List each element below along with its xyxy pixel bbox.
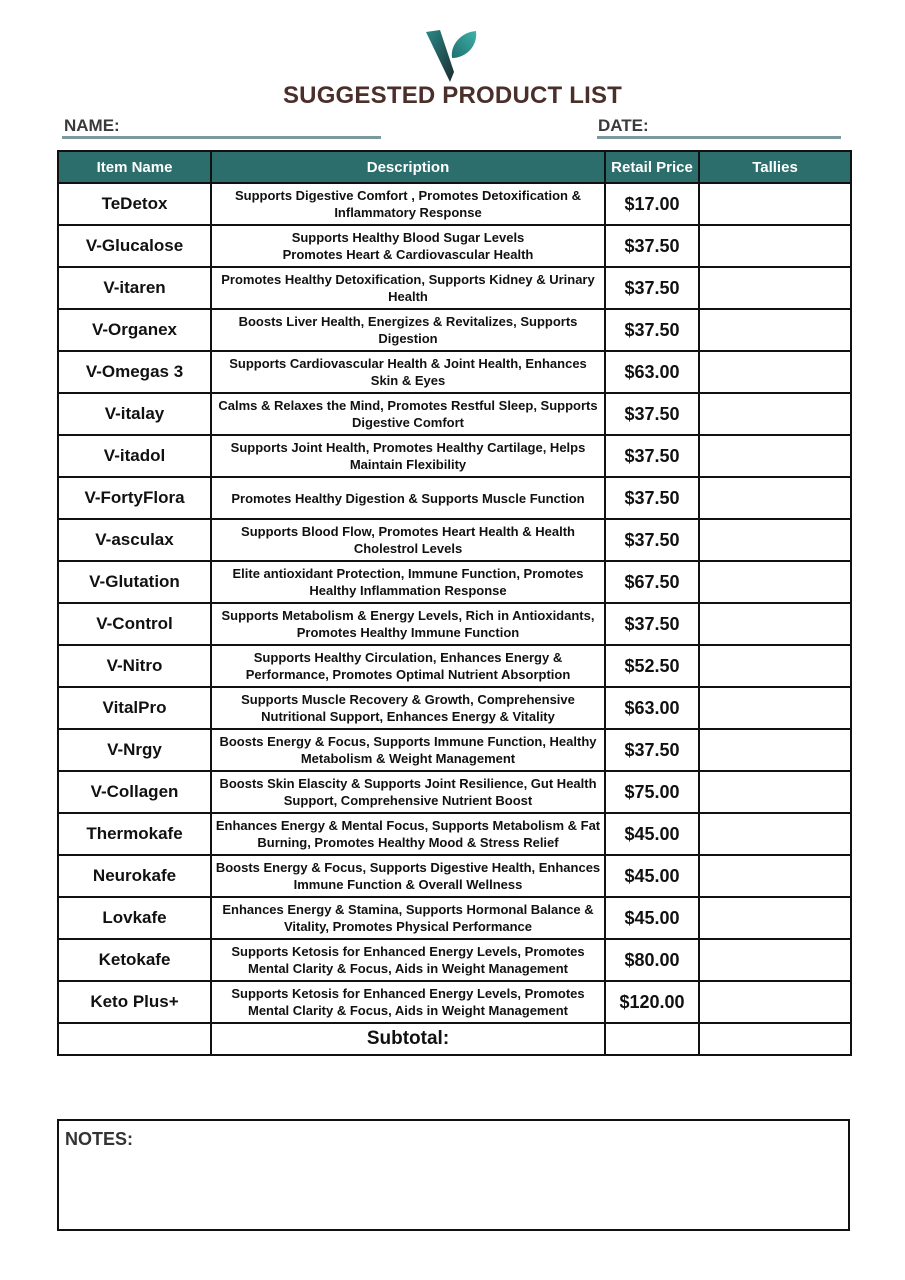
item-name-cell: V-Nitro bbox=[58, 645, 211, 687]
tally-cell[interactable] bbox=[699, 645, 851, 687]
item-name-cell: V-Collagen bbox=[58, 771, 211, 813]
retail-price-cell: $45.00 bbox=[605, 855, 699, 897]
column-header-description: Description bbox=[211, 151, 605, 183]
retail-price-cell: $80.00 bbox=[605, 939, 699, 981]
retail-price-cell: $63.00 bbox=[605, 351, 699, 393]
retail-price-cell: $37.50 bbox=[605, 225, 699, 267]
item-name-cell: Thermokafe bbox=[58, 813, 211, 855]
table-row bbox=[58, 687, 851, 729]
item-name-cell: V-itadol bbox=[58, 435, 211, 477]
table-row bbox=[58, 897, 851, 939]
product-table bbox=[57, 150, 852, 1056]
table-row bbox=[58, 561, 851, 603]
tally-cell[interactable] bbox=[699, 435, 851, 477]
column-header-retail-price: Retail Price bbox=[605, 151, 699, 183]
retail-price-cell: $37.50 bbox=[605, 393, 699, 435]
retail-price-cell: $17.00 bbox=[605, 183, 699, 225]
item-name-cell: TeDetox bbox=[58, 183, 211, 225]
column-header-item-name: Item Name bbox=[58, 151, 211, 183]
date-label: DATE: bbox=[598, 116, 649, 135]
table-row bbox=[58, 645, 851, 687]
table-row bbox=[58, 477, 851, 519]
tally-cell[interactable] bbox=[699, 939, 851, 981]
item-name-cell: V-italay bbox=[58, 393, 211, 435]
table-row bbox=[58, 729, 851, 771]
tally-cell[interactable] bbox=[699, 519, 851, 561]
name-field-line[interactable] bbox=[62, 136, 381, 139]
item-name-cell: Keto Plus+ bbox=[58, 981, 211, 1023]
item-name-cell: V-FortyFlora bbox=[58, 477, 211, 519]
retail-price-cell: $37.50 bbox=[605, 603, 699, 645]
tally-cell[interactable] bbox=[699, 477, 851, 519]
description-cell: Supports Metabolism & Energy Levels, Rich in Antioxidants, Promotes Healthy Immune Function bbox=[211, 603, 605, 645]
description-cell: Supports Cardiovascular Health & Joint Health, Enhances Skin & Eyes bbox=[211, 351, 605, 393]
name-label: NAME: bbox=[64, 116, 120, 135]
table-row bbox=[58, 351, 851, 393]
description-cell: Boosts Energy & Focus, Supports Digestive Health, Enhances Immune Function & Overall Wellness bbox=[211, 855, 605, 897]
notes-label: NOTES: bbox=[65, 1129, 134, 1149]
item-name-cell: Lovkafe bbox=[58, 897, 211, 939]
retail-price-cell: $37.50 bbox=[605, 435, 699, 477]
description-cell: Supports Digestive Comfort , Promotes Detoxification & Inflammatory Response bbox=[211, 183, 605, 225]
tally-cell[interactable] bbox=[699, 225, 851, 267]
description-cell: Supports Blood Flow, Promotes Heart Health & Health Cholestrol Levels bbox=[211, 519, 605, 561]
retail-price-cell: $45.00 bbox=[605, 813, 699, 855]
table-row bbox=[58, 309, 851, 351]
tally-cell[interactable] bbox=[699, 897, 851, 939]
table-row bbox=[58, 855, 851, 897]
table-row bbox=[58, 771, 851, 813]
subtotal-price-cell[interactable] bbox=[605, 1023, 699, 1055]
item-name-cell: V-asculax bbox=[58, 519, 211, 561]
tally-cell[interactable] bbox=[699, 687, 851, 729]
retail-price-cell: $37.50 bbox=[605, 477, 699, 519]
retail-price-cell: $67.50 bbox=[605, 561, 699, 603]
retail-price-cell: $45.00 bbox=[605, 897, 699, 939]
item-name-cell: VitalPro bbox=[58, 687, 211, 729]
tally-cell[interactable] bbox=[699, 309, 851, 351]
table-row bbox=[58, 519, 851, 561]
table-row bbox=[58, 393, 851, 435]
tally-cell[interactable] bbox=[699, 729, 851, 771]
description-cell: Elite antioxidant Protection, Immune Function, Promotes Healthy Inflammation Response bbox=[211, 561, 605, 603]
tally-cell[interactable] bbox=[699, 771, 851, 813]
tally-cell[interactable] bbox=[699, 267, 851, 309]
description-cell: Supports Healthy Blood Sugar Levels Promotes Heart & Cardiovascular Health bbox=[211, 225, 605, 267]
tally-cell[interactable] bbox=[699, 183, 851, 225]
description-cell: Promotes Healthy Digestion & Supports Muscle Function bbox=[211, 477, 605, 519]
item-name-cell: V-itaren bbox=[58, 267, 211, 309]
item-name-cell: V-Control bbox=[58, 603, 211, 645]
description-cell: Supports Joint Health, Promotes Healthy Cartilage, Helps Maintain Flexibility bbox=[211, 435, 605, 477]
description-cell: Promotes Healthy Detoxification, Supports Kidney & Urinary Health bbox=[211, 267, 605, 309]
logo-icon bbox=[424, 28, 480, 84]
table-row bbox=[58, 813, 851, 855]
item-name-cell: V-Omegas 3 bbox=[58, 351, 211, 393]
description-cell: Supports Healthy Circulation, Enhances Energy & Performance, Promotes Optimal Nutrient Absorption bbox=[211, 645, 605, 687]
item-name-cell: Ketokafe bbox=[58, 939, 211, 981]
table-row bbox=[58, 603, 851, 645]
retail-price-cell: $37.50 bbox=[605, 267, 699, 309]
retail-price-cell: $63.00 bbox=[605, 687, 699, 729]
table-row bbox=[58, 981, 851, 1023]
item-name-cell: V-Glucalose bbox=[58, 225, 211, 267]
table-row bbox=[58, 267, 851, 309]
retail-price-cell: $75.00 bbox=[605, 771, 699, 813]
subtotal-tally-cell[interactable] bbox=[699, 1023, 851, 1055]
tally-cell[interactable] bbox=[699, 351, 851, 393]
tally-cell[interactable] bbox=[699, 603, 851, 645]
notes-box[interactable] bbox=[57, 1119, 850, 1231]
tally-cell[interactable] bbox=[699, 393, 851, 435]
retail-price-cell: $37.50 bbox=[605, 729, 699, 771]
retail-price-cell: $120.00 bbox=[605, 981, 699, 1023]
retail-price-cell: $37.50 bbox=[605, 519, 699, 561]
subtotal-empty-cell bbox=[58, 1023, 211, 1055]
description-cell: Calms & Relaxes the Mind, Promotes Restful Sleep, Supports Digestive Comfort bbox=[211, 393, 605, 435]
table-row bbox=[58, 225, 851, 267]
page-title: SUGGESTED PRODUCT LIST bbox=[282, 82, 623, 109]
item-name-cell: V-Organex bbox=[58, 309, 211, 351]
description-cell: Boosts Energy & Focus, Supports Immune Function, Healthy Metabolism & Weight Management bbox=[211, 729, 605, 771]
table-row bbox=[58, 939, 851, 981]
retail-price-cell: $52.50 bbox=[605, 645, 699, 687]
table-header-row bbox=[58, 151, 851, 183]
item-name-cell: V-Glutation bbox=[58, 561, 211, 603]
description-cell: Boosts Skin Elascity & Supports Joint Resilience, Gut Health Support, Comprehensive Nutrient Boost bbox=[211, 771, 605, 813]
tally-cell[interactable] bbox=[699, 813, 851, 855]
item-name-cell: V-Nrgy bbox=[58, 729, 211, 771]
subtotal-row bbox=[58, 1023, 851, 1055]
column-header-tallies: Tallies bbox=[699, 151, 851, 183]
description-cell: Supports Ketosis for Enhanced Energy Levels, Promotes Mental Clarity & Focus, Aids in Weight Management bbox=[211, 939, 605, 981]
date-field-line[interactable] bbox=[597, 136, 841, 139]
subtotal-label: Subtotal: bbox=[211, 1023, 605, 1055]
table-row bbox=[58, 183, 851, 225]
description-cell: Enhances Energy & Stamina, Supports Hormonal Balance & Vitality, Promotes Physical Performance bbox=[211, 897, 605, 939]
tally-cell[interactable] bbox=[699, 561, 851, 603]
description-cell: Supports Ketosis for Enhanced Energy Levels, Promotes Mental Clarity & Focus, Aids in Weight Management bbox=[211, 981, 605, 1023]
description-cell: Enhances Energy & Mental Focus, Supports Metabolism & Fat Burning, Promotes Healthy Mood & Stress Relief bbox=[211, 813, 605, 855]
tally-cell[interactable] bbox=[699, 855, 851, 897]
item-name-cell: Neurokafe bbox=[58, 855, 211, 897]
description-cell: Boosts Liver Health, Energizes & Revitalizes, Supports Digestion bbox=[211, 309, 605, 351]
table-row bbox=[58, 435, 851, 477]
tally-cell[interactable] bbox=[699, 981, 851, 1023]
description-cell: Supports Muscle Recovery & Growth, Comprehensive Nutritional Support, Enhances Energy & Vitality bbox=[211, 687, 605, 729]
retail-price-cell: $37.50 bbox=[605, 309, 699, 351]
